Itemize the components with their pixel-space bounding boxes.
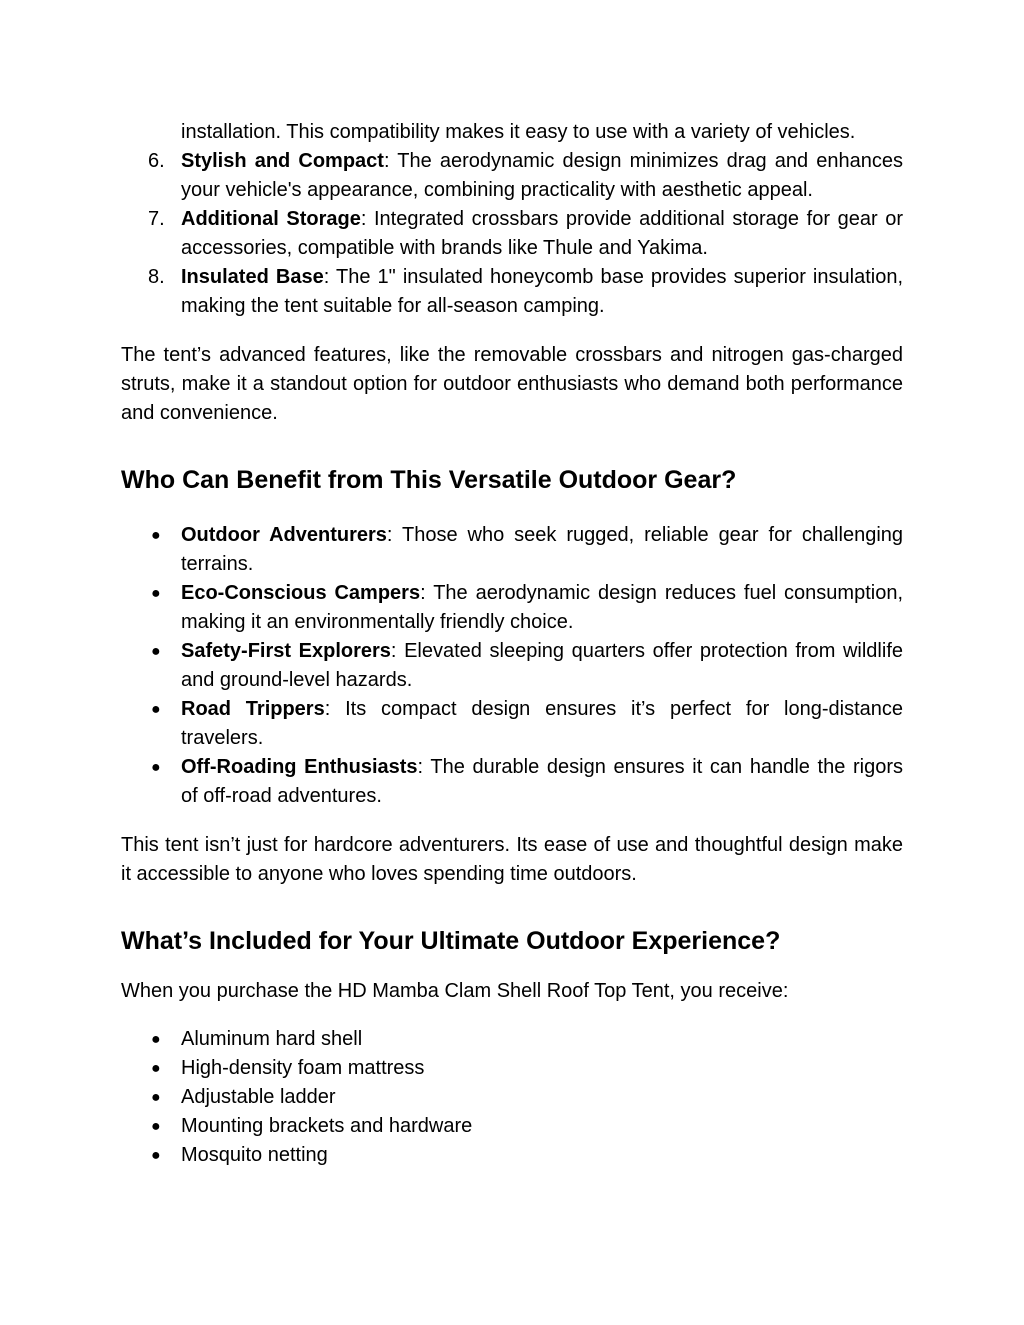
benefit-text: : Its compact design ensures it’s perfect for long-distance travelers.: [181, 698, 903, 749]
feature-title: Additional Storage: [181, 208, 361, 230]
benefit-item-road-trippers: [121, 695, 903, 753]
included-item-text: High-density foam mattress: [181, 1057, 425, 1079]
benefit-text: : Those who seek rugged, reliable gear for challenging terrains.: [181, 524, 904, 575]
feature-item-insulated-base: [121, 263, 903, 321]
feature-text: : The aerodynamic design minimizes drag and enhances your vehicle's appearance, combining practicality with aesthetic appeal.: [181, 150, 904, 201]
benefit-title: Off-Roading Enthusiasts: [181, 756, 418, 778]
included-item-text: Mounting brackets and hardware: [181, 1115, 473, 1137]
bullet-icon: ●: [151, 1147, 161, 1164]
feature-item-additional-storage: [121, 205, 903, 263]
included-item: [121, 1141, 903, 1170]
features-summary-paragraph: The tent’s advanced features, like the removable crossbars and nitrogen gas-charged struts, make it a standout option for outdoor enthusiasts who demand both performance and convenience.: [121, 344, 903, 424]
bullet-icon: ●: [151, 1031, 161, 1048]
feature-item-stylish-compact: [121, 147, 903, 205]
feature-text: : Integrated crossbars provide additional storage for gear or accessories, compatible with brands like Thule and Yakima.: [181, 208, 903, 259]
benefit-text: : Elevated sleeping quarters offer protection from wildlife and ground-level hazards.: [181, 640, 903, 691]
benefit-item-eco-conscious-campers: [121, 579, 903, 637]
benefit-title: Road Trippers: [181, 698, 325, 720]
included-section-heading: What’s Included for Your Ultimate Outdoor Experience?: [121, 927, 781, 955]
benefit-summary-paragraph: This tent isn’t just for hardcore adventurers. Its ease of use and thoughtful design make it accessible to anyone who loves spending time outdoors.: [121, 834, 903, 885]
list-number: 7.: [148, 208, 165, 230]
included-item-text: Adjustable ladder: [181, 1086, 336, 1108]
benefit-text: : The durable design ensures it can handle the rigors of off-road adventures.: [181, 756, 903, 807]
feature-title: Stylish and Compact: [181, 150, 384, 172]
bullet-icon: ●: [151, 527, 161, 544]
included-item: [121, 1025, 903, 1054]
included-item-text: Mosquito netting: [181, 1144, 328, 1166]
list-number: 6.: [148, 150, 165, 172]
included-item: [121, 1112, 903, 1141]
bullet-icon: ●: [151, 701, 161, 718]
feature-text: : The 1" insulated honeycomb base provides superior insulation, making the tent suitable for all-season camping.: [181, 266, 903, 317]
included-intro-paragraph: When you purchase the HD Mamba Clam Shell Roof Top Tent, you receive:: [121, 980, 789, 1002]
benefit-item-safety-first-explorers: [121, 637, 903, 695]
bullet-icon: ●: [151, 1118, 161, 1135]
document-page: [121, 118, 903, 1170]
benefit-title: Outdoor Adventurers: [181, 524, 387, 546]
benefit-title: Eco-Conscious Campers: [181, 582, 421, 604]
benefit-text: : The aerodynamic design reduces fuel consumption, making it an environmentally friendly choice.: [181, 582, 903, 633]
benefit-item-outdoor-adventurers: [121, 521, 903, 579]
list-number: 8.: [148, 266, 165, 288]
benefit-item-off-roading-enthusiasts: [121, 753, 903, 811]
bullet-icon: ●: [151, 1089, 161, 1106]
bullet-icon: ●: [151, 759, 161, 776]
bullet-icon: ●: [151, 1060, 161, 1077]
feature-list: [121, 147, 903, 321]
benefit-list: [121, 521, 903, 811]
included-list: [121, 1025, 903, 1170]
included-item-text: Aluminum hard shell: [181, 1028, 363, 1050]
bullet-icon: ●: [151, 585, 161, 602]
included-item: [121, 1083, 903, 1112]
feature-title: Insulated Base: [181, 266, 324, 288]
list-continuation-text: installation. This compatibility makes it easy to use with a variety of vehicles.: [181, 121, 856, 143]
bullet-icon: ●: [151, 643, 161, 660]
benefit-section-heading: Who Can Benefit from This Versatile Outdoor Gear?: [121, 466, 737, 494]
benefit-title: Safety-First Explorers: [181, 640, 391, 662]
included-item: [121, 1054, 903, 1083]
